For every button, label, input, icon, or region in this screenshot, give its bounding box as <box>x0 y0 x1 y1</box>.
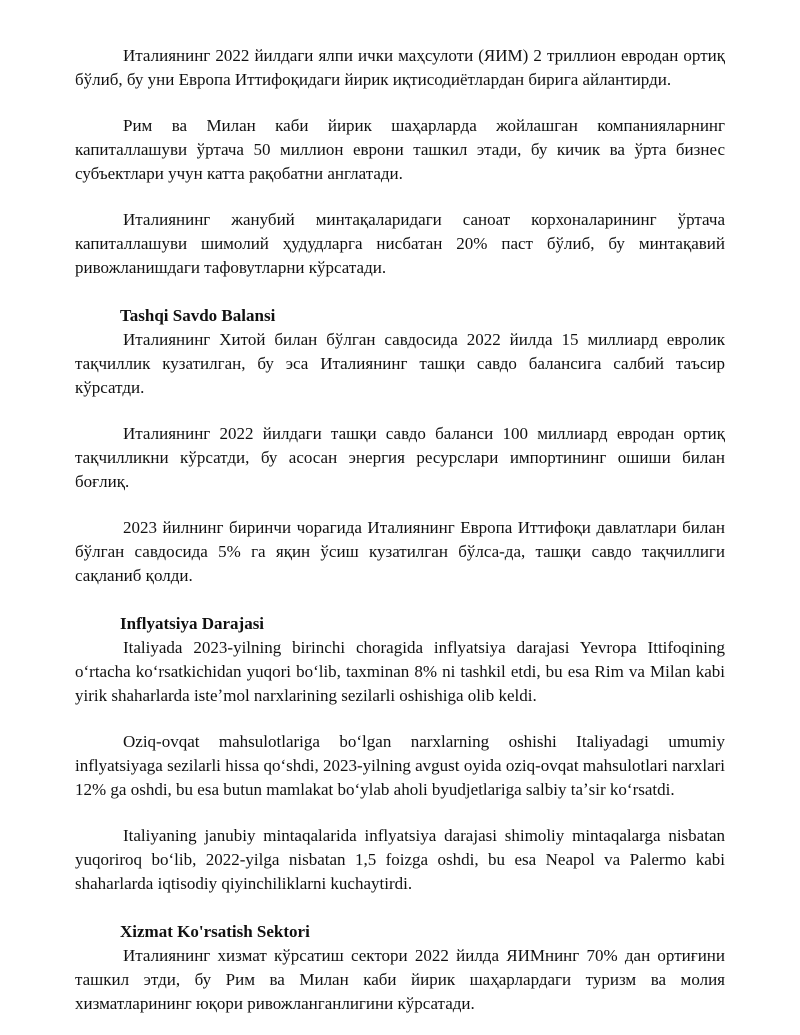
paragraph-gdp: Италиянинг 2022 йилдаги ялпи ички маҳсулоти (ЯИМ) 2 триллион евродан ортиқ бўлиб, бу уни Европа Иттифоқидаги йирик иқтисодиётлардан бирига айлантирди. <box>75 46 725 89</box>
paragraph-southern-inflation: Italiyaning janubiy mintaqalarida inflyatsiya darajasi shimoliy mintaqalarga nisbatan yuqoriroq boʻlib, 2022-yilga nisbatan 1,5 foizga oshdi, bu esa Neapol va Palermo kabi shaharlarda iqtisodiy qiyinchiliklarni kuchaytirdi. <box>75 826 725 893</box>
paragraph-regional-gap: Италиянинг жанубий минтақаларидаги саноат корхоналарининг ўртача капиталлашуви шимолий ҳудудларга нисбатан 20% паст бўлиб, бу минтақавий ривожланишдаги тафовутларни кўрсатади. <box>75 210 725 277</box>
paragraph-trade-eu: 2023 йилнинг биринчи чорагида Италиянинг Европа Иттифоқи давлатлари билан бўлган савдосида 5% га яқин ўсиш кузатилган бўлса-да, ташқи савдо тақчиллиги сақланиб қолди. <box>75 518 725 585</box>
paragraph-capitalization: Рим ва Милан каби йирик шаҳарларда жойлашган компанияларнинг капиталлашуви ўртача 50 миллион еврони ташкил этади, бу кичик ва ўрта бизнес субъектлари учун катта рақобатни англатади. <box>75 116 725 183</box>
paragraph-inflation-rate: Italiyada 2023-yilning birinchi choragida inflyatsiya darajasi Yevropa Ittifoqining oʻrtacha koʻrsatkichidan yuqori boʻlib, taxminan 8% ni tashkil etdi, bu esa Rim va Milan kabi yirik shaharlarda isteʼmol narxlarining sezilarli oshishiga olib keldi. <box>75 638 725 705</box>
section-inflation <box>75 612 725 896</box>
section-heading: Inflyatsiya Darajasi <box>120 614 265 633</box>
paragraph-trade-deficit: Италиянинг 2022 йилдаги ташқи савдо баланси 100 миллиард евродан ортиқ тақчилликни кўрсатди, бу асосан энергия ресурслари импортининг ошиши билан боғлиқ. <box>75 424 725 491</box>
section-heading: Tashqi Savdo Balansi <box>120 306 276 325</box>
section-heading: Xizmat Ko'rsatish Sektori <box>120 922 310 941</box>
paragraph-food-prices: Oziq-ovqat mahsulotlariga boʻlgan narxlarning oshishi Italiyadagi umumiy inflyatsiyaga sezilarli hissa qoʻshdi, 2023-yilning avgust oyida oziq-ovqat mahsulotlari narxlari 12% ga oshdi, bu esa butun mamlakat boʻylab aholi byudjetlariga salbiy taʼsir koʻrsatdi. <box>75 732 725 799</box>
document-body <box>75 44 725 1016</box>
paragraph-services-share: Италиянинг хизмат кўрсатиш сектори 2022 йилда ЯИМнинг 70% дан ортиғини ташкил этди, бу Рим ва Милан каби йирик шаҳарлардаги туризм ва молия хизматларининг юқори ривожланганлигини кўрсатади. <box>75 946 725 1013</box>
section-trade-balance <box>75 304 725 588</box>
paragraph-trade-china: Италиянинг Хитой билан бўлган савдосида 2022 йилда 15 миллиард евролик тақчиллик кузатилган, бу эса Италиянинг ташқи савдо балансига салбий таъсир кўрсатди. <box>75 330 725 397</box>
section-services <box>75 920 725 1016</box>
